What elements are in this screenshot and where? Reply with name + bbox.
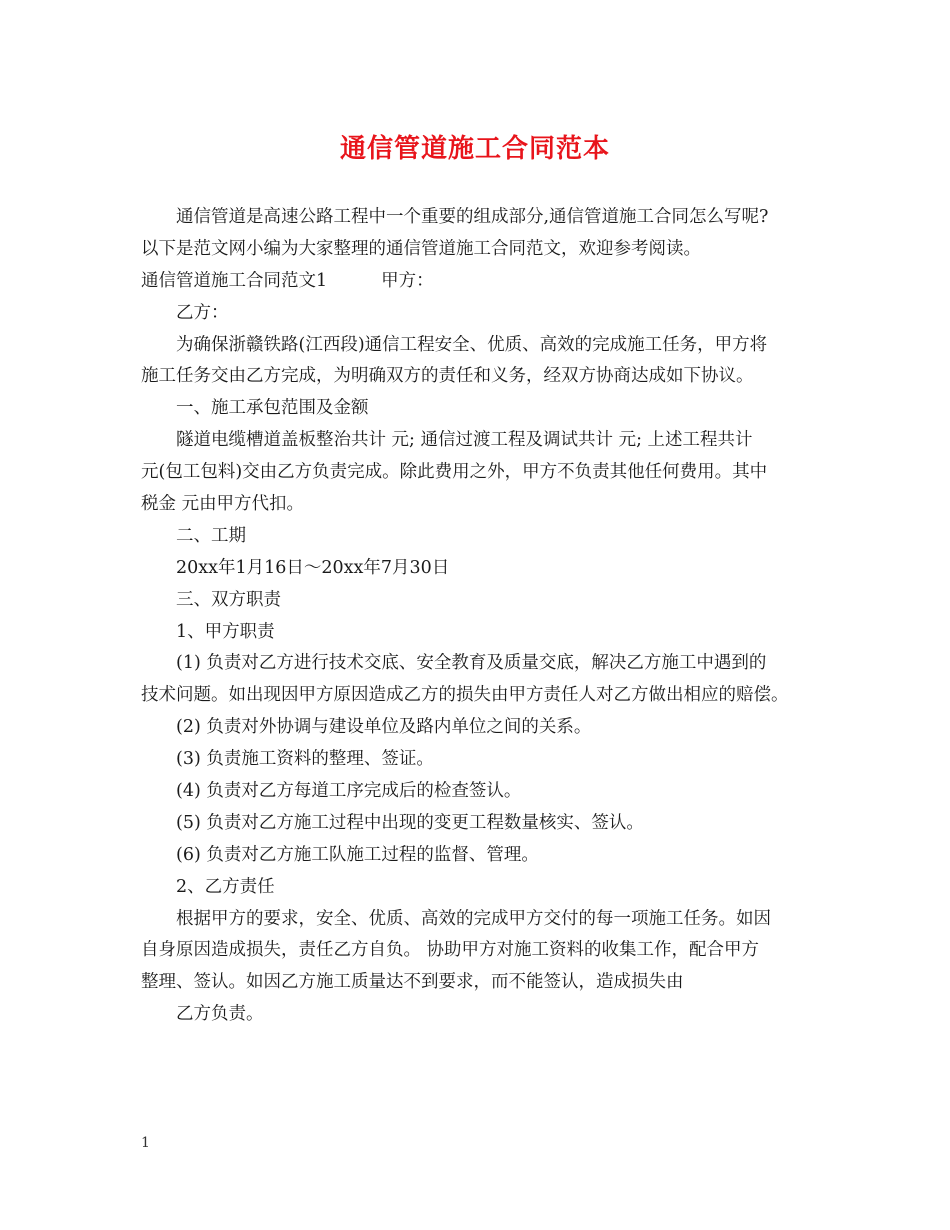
paragraph-line: 乙方负责。 xyxy=(176,1004,264,1025)
subsection-heading: 1、甲方职责 xyxy=(176,621,275,642)
page-number: 1 xyxy=(141,1135,150,1151)
paragraph-line: 自身原因造成损失，责任乙方自负。 协助甲方对施工资料的收集工作，配合甲方 xyxy=(141,940,760,961)
section-heading: 三、双方职责 xyxy=(176,589,281,610)
paragraph-line: 施工任务交由乙方完成，为明确双方的责任和义务，经双方协商达成如下协议。 xyxy=(141,366,754,387)
paragraph-line: 通信管道是高速公路工程中一个重要的组成部分,通信管道施工合同怎么写呢? xyxy=(176,207,769,227)
paragraph-line: 以下是范文网小编为大家整理的通信管道施工合同范文，欢迎参考阅读。 xyxy=(141,238,701,259)
list-item: (2) 负责对外协调与建设单位及路内单位之间的关系。 xyxy=(176,717,592,738)
paragraph-line: 根据甲方的要求，安全、优质、高效的完成甲方交付的每一项施工任务。如因 xyxy=(176,908,771,929)
subsection-heading: 2、乙方责任 xyxy=(176,876,275,897)
document-body xyxy=(141,202,821,1031)
section-heading: 二、工期 xyxy=(176,525,246,546)
paragraph-line: 为确保浙赣铁路(江西段)通信工程安全、优质、高效的完成施工任务，甲方将 xyxy=(176,334,768,355)
list-item: (3) 负责施工资料的整理、签证。 xyxy=(176,749,434,770)
contract-heading: 通信管道施工合同范文1 xyxy=(141,270,328,291)
paragraph-line: 整理、签认。如因乙方施工质量达不到要求，而不能签认，造成损失由 xyxy=(141,972,684,993)
paragraph-line: 税金 元由甲方代扣。 xyxy=(141,494,305,515)
section-heading: 一、施工承包范围及金额 xyxy=(176,398,369,419)
paragraph-line: 20xx年1月16日～20xx年7月30日 xyxy=(176,557,450,578)
document-title: 通信管道施工合同范本 xyxy=(339,134,610,164)
list-item: (1) 负责对乙方进行技术交底、安全教育及质量交底，解决乙方施工中遇到的 xyxy=(176,653,767,674)
list-item: (4) 负责对乙方每道工序完成后的检查签认。 xyxy=(176,781,522,802)
paragraph-line: 隧道电缆槽道盖板整治共计 元; 通信过渡工程及调试共计 元; 上述工程共计 xyxy=(176,430,753,451)
paragraph-line: 元(包工包料)交由乙方负责完成。除此费用之外，甲方不负责其他任何费用。其中 xyxy=(141,462,768,483)
list-item-continuation: 技术问题。如出现因甲方原因造成乙方的损失由甲方责任人对乙方做出相应的赔偿。 xyxy=(141,685,789,706)
list-item: (6) 负责对乙方施工队施工过程的监督、管理。 xyxy=(176,844,539,865)
party-a-label: 甲方： xyxy=(381,270,434,291)
party-b-label: 乙方： xyxy=(176,302,229,323)
list-item: (5) 负责对乙方施工过程中出现的变更工程数量核实、签认。 xyxy=(176,812,644,833)
contract-heading-line xyxy=(141,266,821,298)
